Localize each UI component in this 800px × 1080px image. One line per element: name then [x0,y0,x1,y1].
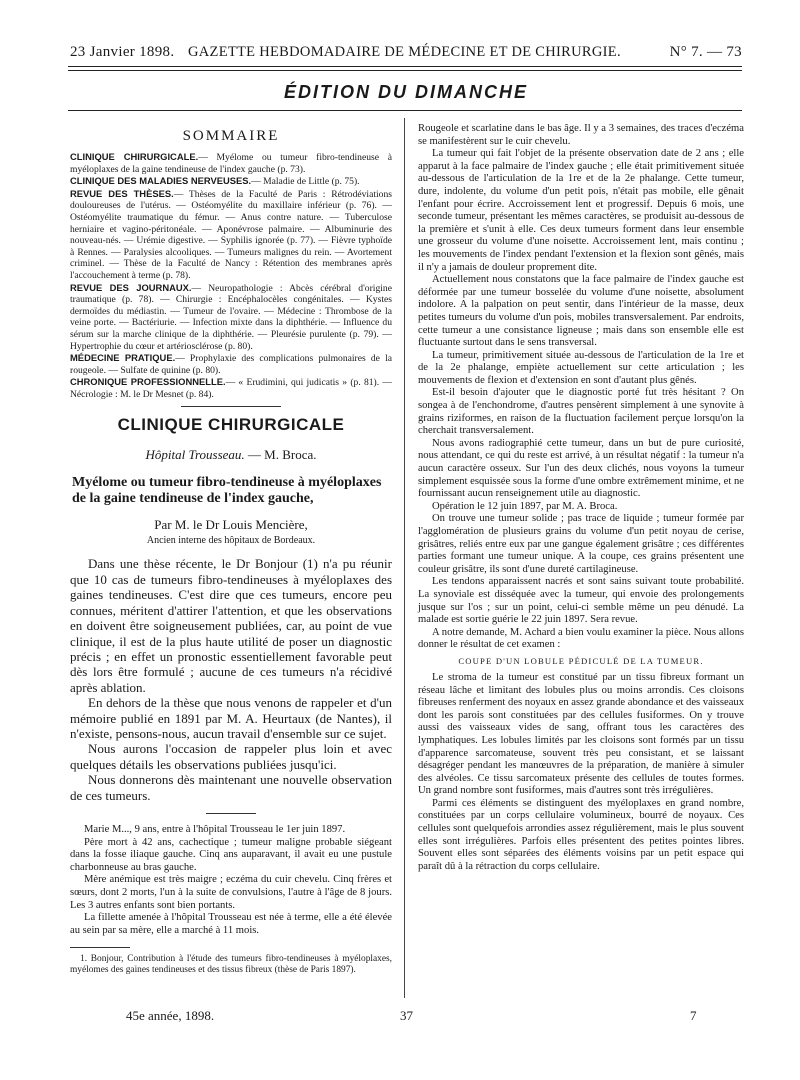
observation-paragraph: Est-il besoin d'ajouter que le diagnostic porté fut très hésitant ? On songea à de l'enchondrome, d'autres pensèrent simplement à une synovite à grains riziformes, en raison de la fluctuation facilement perçue lorsqu'on la cherchait transversalement. [418,387,744,437]
header-rule-bottom [68,70,742,71]
sommaire-entry [70,151,392,175]
observation-paragraph: Nous avons radiographié cette tumeur, dans un but de pure curiosité, nous attendant, ce qui du reste est arrivé, à un résultat négatif : la tumeur n'a aucun caractère osseux. Sur l'un des deux clichés, nous voyons la tumeur simplement esquissée sous la forme d'une ombre extrêmement minime, et ne fournissant aucun renseignement utile au diagnostic. [418,437,744,500]
footer-page-number: 37 [400,1008,413,1023]
observation-paragraph: Père mort à 42 ans, cachectique ; tumeur maligne probable siégeant dans la fosse iliaque gauche. Cinq ans auparavant, il avait eu une pustule charbonneuse au bras gauche. [70,836,392,873]
observation-paragraph: Actuellement nous constatons que la face palmaire de l'index gauche est déformée par une tumeur bosselée du volume d'une noisette, absolument indolore. A la palpation on peut sentir, dans l'intérieur de la masse, deux petites tumeurs du volume d'un pois, mobiles transversalement. Par endroits, cette tumeur a une consistance ligneuse ; mais dans son ensemble elle est fluctuante surtout dans le sens transversal. [418,274,744,349]
sommaire-title: SOMMAIRE [182,128,280,144]
journal-title: GAZETTE HEBDOMADAIRE DE MÉDECINE ET DE CHIRURGIE. [188,44,621,60]
hospital-name: Hôpital Trousseau. [145,447,245,463]
sommaire-list [70,151,392,400]
column-divider [404,118,405,998]
intro-paragraph: Nous donnerons dès maintenant une nouvelle observation de ces tumeurs. [70,772,392,803]
section-divider [181,406,281,407]
observation-paragraph: La tumeur, primitivement située au-dessous de l'articulation de la 1re et de la 2e phalange, empiète actuellement sur cette articulation ; les mouvements de flexion et d'extension en sont d'autant plus gênés. [418,349,744,386]
intro-paragraph: Dans une thèse récente, le Dr Bonjour (1) n'a pu réunir que 10 cas de tumeurs fibro-tendineuses à myéloplaxes des gaines tendineuses. C'est dire que ces tumeurs, encore peu connues, méritent d'attirer l'attention, et que les observations en doivent être soigneusement publiées, car, au point de vue clinique, il est de la plus haute utilité de poser un diagnostic précis ; en effet un pronostic essentiellement favorable peut dès lors être formulé ; aucune de ces tumeurs n'a récidivé après ablation. [70,556,392,695]
edition-rule [68,110,742,111]
histology-paragraph: Le stroma de la tumeur est constitué par un tissu fibreux formant un réseau lâche et limitant des lobules plus ou moins arrondis. Ces cloisons fibreuses renferment des noyaux en assez grande abondance et des vaisseaux dont les parois sont constituées par des cellules fusiformes. On y trouve aussi des vaisseaux vides de sang, offrant tous les caractères des lymphatiques. Les lobules limités par les cloisons sont formés par un tissu d'apparence sarcomateuse, souvent très peu consistant, et se laissant désagréger pendant les manœuvres de la préparation, de manière à simuler des alvéoles. Ce tissu sarcomateux présente des cellules de toutes formes. Un grand nombre sont fusiformes, mais d'autres sont très irrégulières. [418,671,744,797]
running-header [70,44,742,64]
sommaire-section: REVUE DES JOURNAUX. [70,281,192,293]
observation-paragraph: A notre demande, M. Achard a bien voulu examiner la pièce. Nous allons donner le résultat de cet examen : [418,626,744,651]
sommaire-section: CHRONIQUE PROFESSIONNELLE. [70,376,226,388]
observation-paragraph: La fillette amenée à l'hôpital Trousseau est née à terme, elle a été élevée au sein par sa mère, elle a marché à 11 mois. [70,912,392,936]
sommaire-section: MÉDECINE PRATIQUE. [70,352,176,364]
header-rule-top [68,66,742,67]
left-column [70,124,392,976]
intro-paragraph: En dehors de la thèse que nous venons de rappeler et d'un mémoire publié en 1891 par M. A. Heurtaux (de Nantes), il n'existe, pensons-nous, aucun travail d'ensemble sur ce sujet. [70,695,392,741]
sommaire-section: REVUE DES THÈSES. [70,187,174,199]
intro-paragraph: Nous aurons l'occasion de rappeler plus loin et avec quelques détails les observations publiées jusqu'ici. [70,741,392,772]
footnote: 1. Bonjour, Contribution à l'étude des tumeurs fibro-tendineuses à myéloplaxes, myélomes des gaines tendineuses et des tissus fibreux (thèse de Paris 1897). [70,954,392,976]
issue-date: 23 Janvier 1898. [70,44,175,60]
observation-paragraph: Opération le 12 juin 1897, par M. A. Broca. [432,500,618,512]
observation-divider [206,813,256,814]
sommaire-text: — Neuropathologie : Abcès cérébral d'origine traumatique (p. 78). — Chirurgie : Encéphalocèles congénitales. — Kystes dermoïdes du médiastin. — Tumeur de l'ovaire. — Médecine : Thrombose de la veine porte. — Bactériurie. — Infection mixte dans la diphthérie. — Influence du sérum sur la marche clinique de la diphthérie. — Pleurésie purulente (p. 79). — Hypertrophie du cœur et artériosclérose (p. 80). [70,282,392,352]
hospital-line [70,447,392,463]
right-column [418,123,744,873]
page-footer [70,1008,742,1026]
signature-mark: 7 [690,1008,697,1023]
observation-paragraph: On trouve une tumeur solide ; pas trace de liquide ; tumeur formée par l'agglomération de plusieurs grains du volume d'un petit noyau de cerise, grisâtres, reliés entre eux par une gangue également grisâtre ; ces différentes parties formant une tumeur unique. A la coupe, ces grains présentent une couleur grisâtre, ils sont d'une dureté cartilagineuse. [418,513,744,575]
histology-heading: COUPE D'UN LOBULE PÉDICULÉ DE LA TUMEUR. [458,655,704,666]
sommaire-text: — « Erudimini, qui judicatis » (p. 81). — Nécrologie : M. le Dr Mesnet (p. 84). [70,377,392,400]
sommaire-section: CLINIQUE CHIRURGICALE. [70,151,199,162]
sommaire-section: CLINIQUE DES MALADIES NERVEUSES. [70,175,252,187]
article-author: Par M. le Dr Louis Mencière, [154,517,308,533]
sommaire-text: — Prophylaxie des complications pulmonaires de la rougeole. — Sulfate de quinine (p. 80). [70,353,393,376]
observation-paragraph: Les tendons apparaissent nacrés et sont sains suivant toute probabilité. La synoviale est disséquée avec la tumeur, qui envoie des prolongements jusque sur l'os ; sur un point, celui-ci semble même un peu dénudé. La malade est sortie guérie le 22 juin 1897. Sera revue. [418,576,744,626]
footnote-rule [70,947,130,948]
sommaire-text: — Myélome ou tumeur fibro-tendineuse à myéloplaxes de la gaine tendineuse de l'index gauche (p. 73). [70,152,392,175]
sommaire-entry [70,188,392,282]
sommaire-entry [70,175,392,188]
service-chief: — M. Broca. [247,447,317,463]
author-role: Ancien interne des hôpitaux de Bordeaux. [146,535,316,547]
sommaire-entry [70,376,392,400]
observation-paragraph: La tumeur qui fait l'objet de la présente observation date de 2 ans ; elle apparut à la face palmaire de l'index gauche ; elle était primitivement située au-dessous de l'articulation de la 1re et de la 2e phalange. Cette tumeur, dure, indolente, du volume d'un petit pois, n'était pas mobile, elle gênait l'enfant pour écrire. Accroissement lent et progressif. Depuis 6 mois, une seconde tumeur, présentant les mêmes caractères, se produisit au-dessous de la première et s'unit à elle. Ces deux tumeurs forment dans leur ensemble une grosseur du volume d'une noisette. Accroissement lent, mais continu ; les mouvements de l'index pendant l'extension et la flexion sont gênés, mais il n'y a jamais de douleur proprement dite. [418,148,744,273]
observation-paragraph: Mère anémique est très maigre ; eczéma du cuir chevelu. Cinq frères et sœurs, dont 2 morts, l'un à la suite de convulsions, l'autre à l'âge de 8 jours. Les 3 autres enfants sont bien portants. [70,874,392,911]
sommaire-text: — Thèses de la Faculté de Paris : Rétrodéviations douloureuses de l'utérus. — Ostéomyélite du maxillaire inférieur (p. 76). — Ostéomyélite traumatique du fémur. — Anus contre nature. — Tuberculose herniaire et vagino-péritonéale. — Aponévrose palmaire. — Albuminurie des nouveau-nés. — Urémie digestive. — Syphilis ignorée (p. 77). — Fièvre typhoïde à Rennes. — Paralysies alcooliques. — Tumeurs malignes du rein. — Avortement criminel. — Thèse de la Faculté de Nancy : Rétention des membranes après l'accouchement à terme (p. 78). [70,188,392,281]
article-title: Myélome ou tumeur fibro-tendineuse à myéloplaxes de la gaine tendineuse de l'index gauche, [72,475,382,507]
histology-paragraph: Parmi ces éléments se distinguent des myéloplaxes en grand nombre, constituées par un corps cellulaire volumineux, bourré de noyaux. Ces cellules sont quelquefois arrondies assez régulièrement, mais le plus souvent elles sont irrégulières. Parfois elles présentent des petites pointes libres. Souvent elles sont séparées des éléments voisins par un petit espace qui paraît dû à la rétraction du corps cellulaire. [418,797,744,872]
sommaire-entry [70,282,392,353]
observation-paragraph: Marie M..., 9 ans, entre à l'hôpital Trousseau le 1er juin 1897. [84,823,346,835]
rubric-title: CLINIQUE CHIRURGICALE [117,415,345,435]
edition-banner: ÉDITION DU DIMANCHE [284,82,528,102]
issue-page-number: N° 7. — 73 [669,44,742,60]
observation-paragraph: Rougeole et scarlatine dans le bas âge. Il y a 3 semaines, des traces d'eczéma se manifestèrent sur le cuir chevelu. [418,123,744,147]
sommaire-entry [70,352,392,376]
sommaire-text: — Maladie de Little (p. 75). [251,176,360,188]
volume-year: 45e année, 1898. [126,1008,215,1023]
